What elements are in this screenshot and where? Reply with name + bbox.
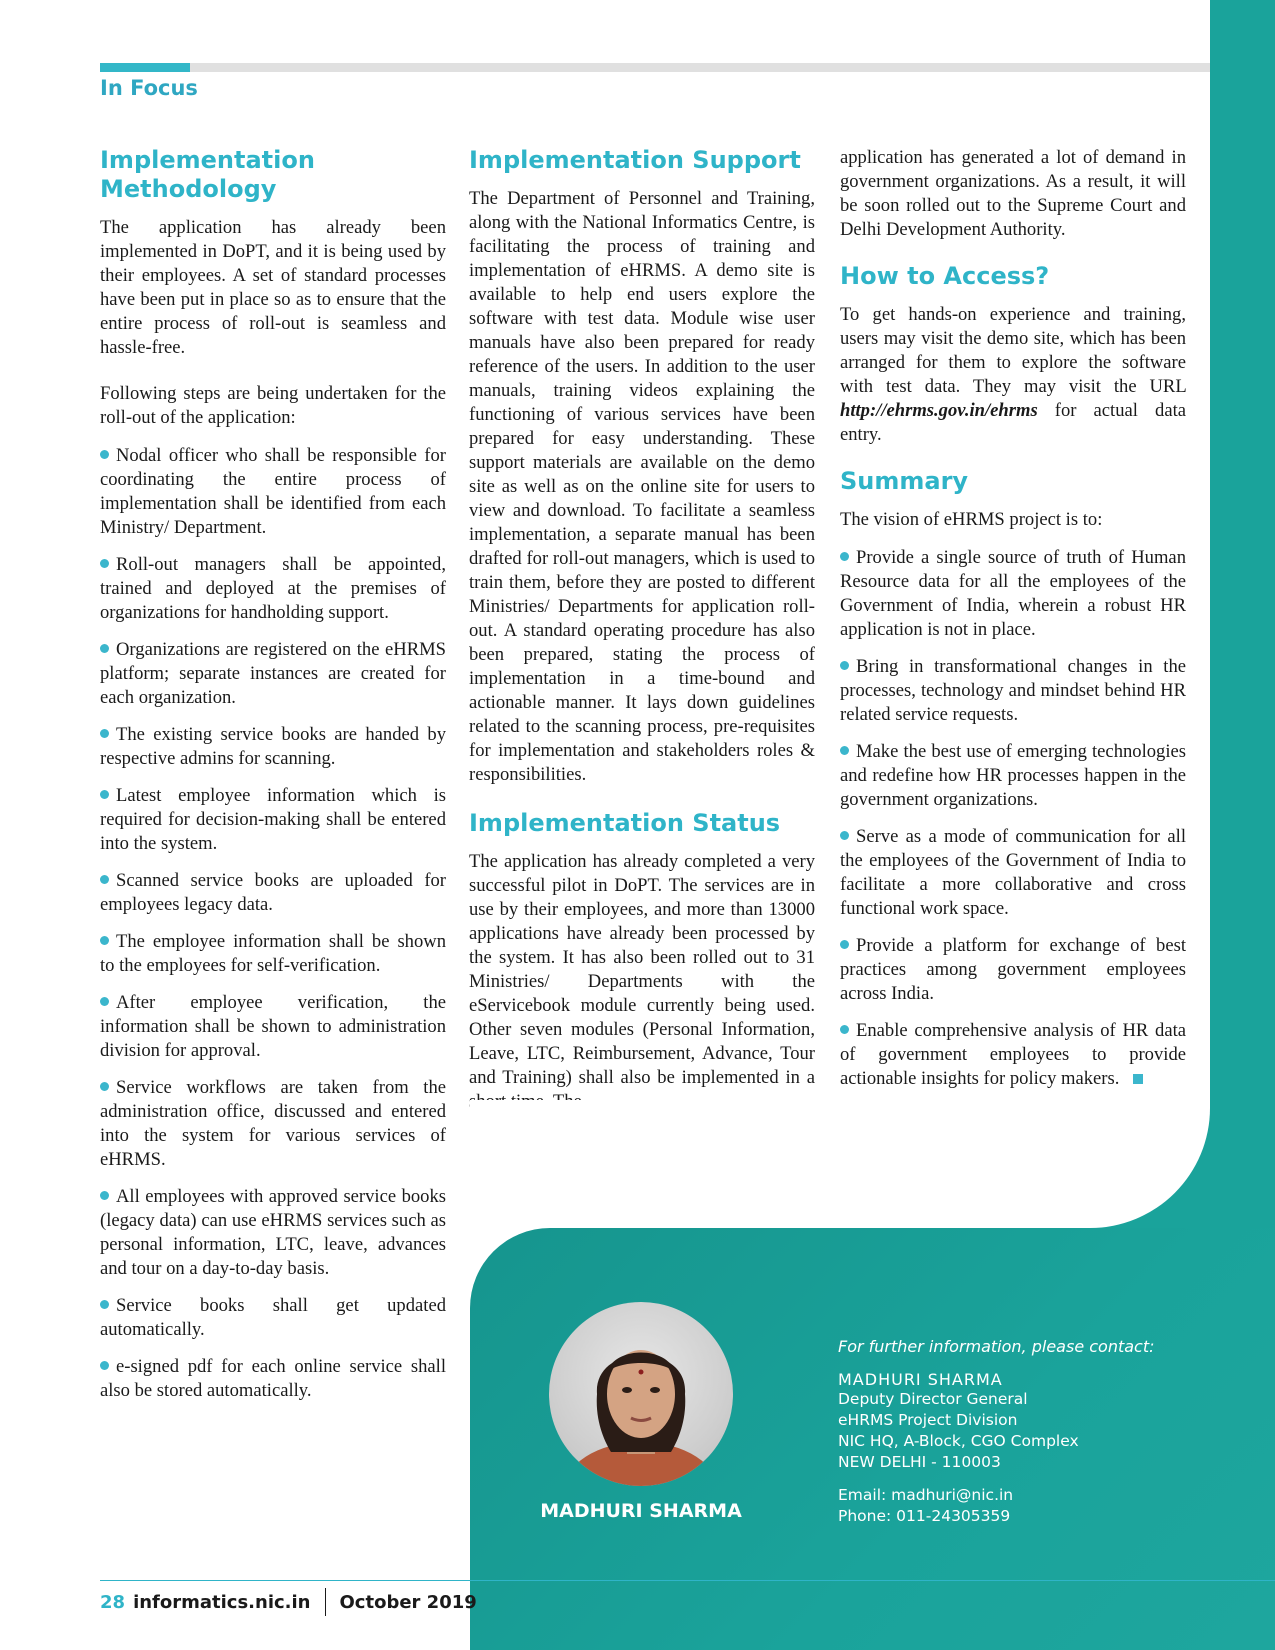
portrait-icon xyxy=(549,1302,733,1486)
list-item: Scanned service books are uploaded for employees legacy data. xyxy=(100,870,446,915)
heading-summary: Summary xyxy=(840,467,969,495)
heading-how-to-access: How to Access? xyxy=(840,262,1050,290)
status-continued: application has generated a lot of demand in government organizations. As a result, it will be soon rolled out to the Supreme Court and Delhi Development Authority. xyxy=(840,147,1186,240)
list-item: After employee verification, the information shall be shown to administration division for approval. xyxy=(100,992,446,1061)
bullet-icon xyxy=(840,661,849,670)
contact-address-1: NIC HQ, A-Block, CGO Complex xyxy=(838,1432,1079,1450)
list-item: Make the best use of emerging technologies and redefine how HR processes happen in the government organizations. xyxy=(840,741,1186,810)
contact-title: Deputy Director General xyxy=(838,1390,1028,1408)
list-item: Bring in transformational changes in the processes, technology and mindset behind HR related service requests. xyxy=(840,656,1186,725)
page-number: 28 xyxy=(100,1591,126,1613)
bullet-icon xyxy=(100,1300,109,1309)
heading-implementation-methodology: Implementation Methodology xyxy=(100,146,315,203)
bullet-icon xyxy=(100,1082,109,1091)
list-item: Service books shall get updated automatically. xyxy=(100,1295,446,1340)
bullet-icon xyxy=(100,644,109,653)
column-3 xyxy=(840,146,1186,1104)
photo-caption: MADHURI SHARMA xyxy=(540,1500,742,1522)
support-text: The Department of Personnel and Training, along with the National Informatics Centre, is facilitating the process of training and implementation of eHRMS. A demo site is available to help end users explore the software with test data. Module wise user manuals have also been prepared for ready reference of the users. In addition to the user manuals, training videos explaining the functioning of various services have been prepared for easy understanding. These support materials are available on the demo site as well as on the online site for users to view and download. To facilitate a seamless implementation, a separate manual has been drafted for roll-out managers, which is used to train them, before they are posted to different Ministries/ Departments for application roll-out. A standard operating procedure has also been prepared, stating the process of implementation in a time-bound and actionable manner. It lays down guidelines related to the scanning process, pre-requisites for implementation and stakeholders roles & responsibilities. xyxy=(469,188,815,785)
list-item: Serve as a mode of communication for all the employees of the Government of India to facilitate a more collaborative and cross functional work space. xyxy=(840,826,1186,919)
summary-intro: The vision of eHRMS project is to: xyxy=(840,509,1103,530)
contact-division: eHRMS Project Division xyxy=(838,1411,1018,1429)
methodology-intro: The application has already been implemented in DoPT, and it is being used by their employees. A set of standard processes have been put in place so as to ensure that the entire process of roll-out is seamless and hassle-free. xyxy=(100,217,446,358)
status-text: The application has already completed a very successful pilot in DoPT. The services are in use by their employees, and more than 13000 applications have already been processed by the system. It has also been rolled out to 31 Ministries/ Departments with the eServicebook module currently being used. Other seven modules (Personal Information, Leave, LTC, Reimbursement, Advance, Tour and Training) shall also be implemented in a xyxy=(469,851,815,1088)
list-item: e-signed pdf for each online service shall also be stored automatically. xyxy=(100,1356,446,1401)
bullet-icon xyxy=(840,831,849,840)
list-item: The employee information shall be shown to the employees for self-verification. xyxy=(100,931,446,976)
bullet-icon xyxy=(840,746,849,755)
list-item: The existing service books are handed by respective admins for scanning. xyxy=(100,724,446,769)
bullet-icon xyxy=(100,559,109,568)
bullet-icon xyxy=(840,940,849,949)
steps-intro: Following steps are being undertaken for the roll-out of the application: xyxy=(100,383,446,428)
list-item: Provide a single source of truth of Human Resource data for all the employees of the Government of India, wherein a robust HR application is not in place. xyxy=(840,547,1186,640)
list-item: Roll-out managers shall be appointed, trained and deployed at the premises of organizations for handholding support. xyxy=(100,554,446,623)
contact-address-2: NEW DELHI - 110003 xyxy=(838,1453,1001,1471)
summary-list xyxy=(840,546,1186,1091)
list-item: All employees with approved service books (legacy data) can use eHRMS services such as personal information, LTC, leave, advances and tour on a day-to-day basis. xyxy=(100,1186,446,1279)
footer-divider xyxy=(325,1588,326,1616)
bullet-icon xyxy=(100,729,109,738)
panel-corner xyxy=(470,1100,1210,1228)
bullet-icon xyxy=(840,1025,849,1034)
bullet-icon xyxy=(100,450,109,459)
contact-info xyxy=(838,1337,1155,1527)
contact-prompt: For further information, please contact: xyxy=(838,1337,1155,1356)
list-item: Organizations are registered on the eHRMS platform; separate instances are created for each organization. xyxy=(100,639,446,708)
bullet-icon xyxy=(100,1191,109,1200)
heading-implementation-support: Implementation Support xyxy=(469,146,801,174)
bullet-icon xyxy=(100,1361,109,1370)
bullet-icon xyxy=(100,997,109,1006)
site-name: informatics.nic.in xyxy=(133,1591,311,1613)
avatar xyxy=(549,1302,733,1486)
contact-phone: Phone: 011-24305359 xyxy=(838,1507,1011,1525)
section-tag: In Focus xyxy=(100,76,198,100)
top-rule-accent xyxy=(100,63,190,72)
contact-email[interactable]: Email: madhuri@nic.in xyxy=(838,1486,1014,1504)
list-item: Provide a platform for exchange of best practices among government employees across India. xyxy=(840,935,1186,1004)
list-item: Nodal officer who shall be responsible for coordinating the entire process of implementation shall be identified from each Ministry/ Department. xyxy=(100,445,446,538)
bullet-icon xyxy=(100,875,109,884)
list-item: Enable comprehensive analysis of HR data of government employees to provide actionable insights for policy makers. xyxy=(840,1020,1186,1089)
list-item: Service workflows are taken from the administration office, discussed and entered into the system for various services of eHRMS. xyxy=(100,1077,446,1170)
end-of-article-icon xyxy=(1133,1074,1143,1084)
contact-name: MADHURI SHARMA xyxy=(838,1370,1003,1389)
column-1 xyxy=(100,146,446,1416)
footer-rule xyxy=(100,1580,1275,1581)
bullet-icon xyxy=(100,936,109,945)
heading-implementation-status: Implementation Status xyxy=(469,809,781,837)
top-rule xyxy=(190,63,1210,72)
list-item: Latest employee information which is required for decision-making shall be entered into the system. xyxy=(100,785,446,854)
bullet-icon xyxy=(840,552,849,561)
footer xyxy=(100,1588,477,1616)
column-2 xyxy=(469,146,815,1128)
steps-list xyxy=(100,444,446,1403)
access-text: To get hands-on experience and training, users may visit the demo site, which has been arranged for them to explore the software with test data. They may visit the URL http://ehrms.gov.in/ehrms for actual data entry. xyxy=(840,304,1186,445)
issue-date: October 2019 xyxy=(339,1591,477,1613)
ehrms-url-link[interactable]: http://ehrms.gov.in/ehrms xyxy=(840,400,1038,421)
bullet-icon xyxy=(100,790,109,799)
